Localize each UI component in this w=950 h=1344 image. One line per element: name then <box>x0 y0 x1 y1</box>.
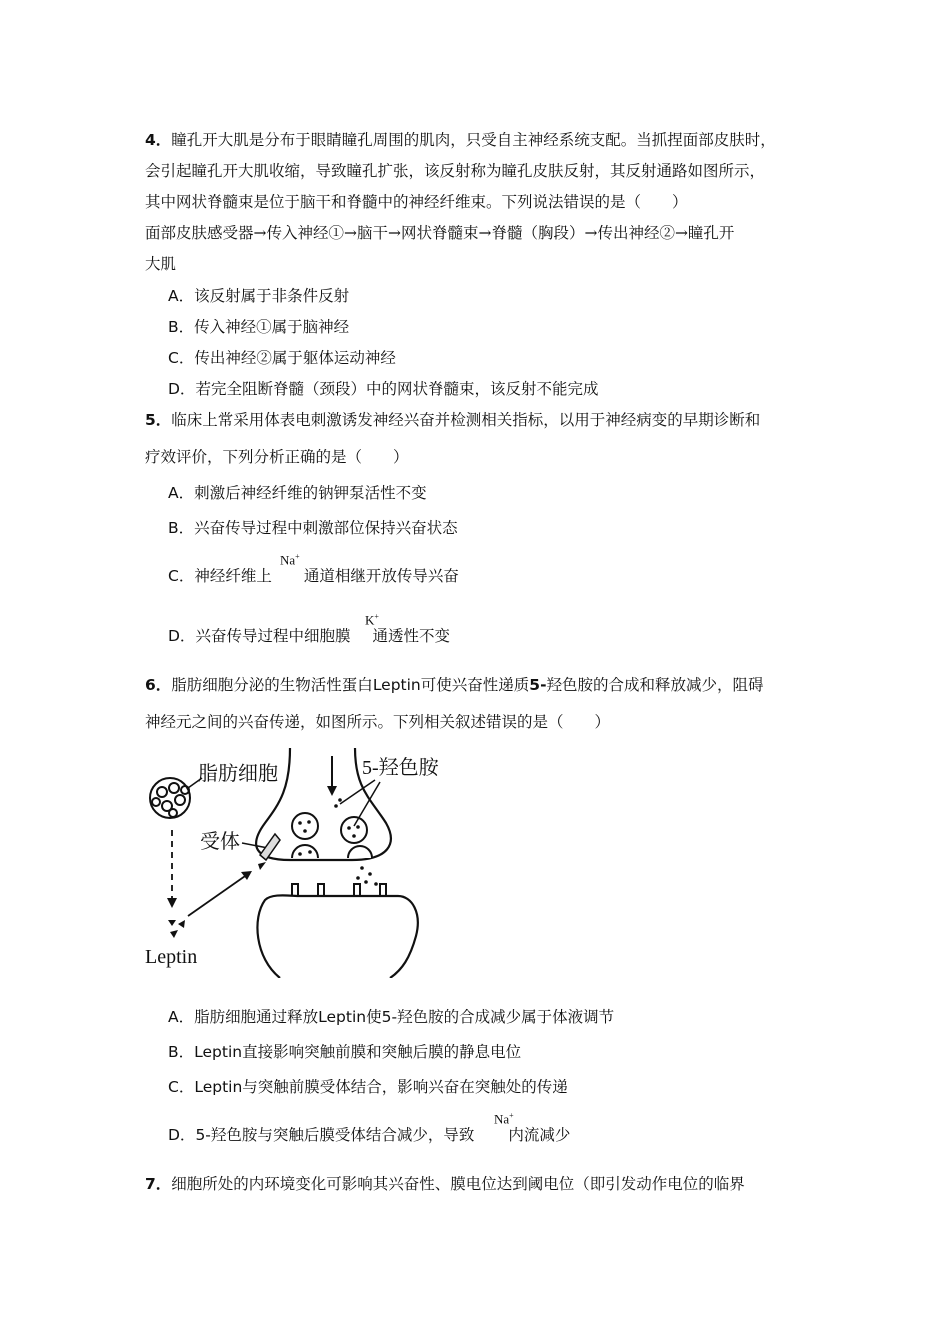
q4-line-2: 会引起瞳孔开大肌收缩，导致瞳孔扩张，该反射称为瞳孔皮肤反射，其反射通路如图所示， <box>145 162 766 180</box>
postsynaptic-receptors <box>292 884 386 896</box>
na-ion-label: Na+ <box>280 552 300 568</box>
fat-cell-label: 脂肪细胞 <box>198 763 278 785</box>
q4-number: 4． <box>145 131 172 149</box>
receptor-label: 受体 <box>200 831 240 853</box>
q5-option-c[interactable]: C．神经纤维上 通道相继开放传导兴奋 <box>168 567 459 585</box>
q5-line-1: 5．临床上常采用体表电刺激诱发神经兴奋并检测相关指标，以用于神经病变的早期诊断和 <box>145 411 761 429</box>
q6-option-c[interactable]: C．Leptin与突触前膜受体结合，影响兴奋在突触处的传递 <box>168 1078 568 1096</box>
q4-line-5: 大肌 <box>145 255 177 273</box>
q5-line-2: 疗效评价，下列分析正确的是（ ） <box>145 448 409 466</box>
synapse-figure <box>140 748 460 978</box>
dashed-arrow-head <box>167 898 177 908</box>
q5-option-d[interactable]: D．兴奋传导过程中细胞膜 通透性不变 <box>168 627 450 645</box>
q4-option-a[interactable]: A．该反射属于非条件反射 <box>168 287 350 305</box>
q5-number: 5． <box>145 411 172 429</box>
q5-option-b[interactable]: B．兴奋传导过程中刺激部位保持兴奋状态 <box>168 519 458 537</box>
receptor-leader-line <box>242 843 268 848</box>
q4-option-c[interactable]: C．传出神经②属于躯体运动神经 <box>168 349 396 367</box>
fat-cell-cluster <box>150 778 190 818</box>
q4-line-3: 其中网状脊髓束是位于脑干和脊髓中的神经纤维束。下列说法错误的是（ ） <box>145 193 688 211</box>
q4-line-1: 4．瞳孔开大肌是分布于眼睛瞳孔周围的肌肉，只受自主神经系统支配。当抓捏面部皮肤时， <box>145 131 776 149</box>
q4-option-b[interactable]: B．传入神经①属于脑神经 <box>168 318 350 336</box>
serotonin-leader-line-2 <box>354 782 380 826</box>
q6-line-1: 6．脂肪细胞分泌的生物活性蛋白Leptin可使兴奋性递质5-羟色胺的合成和释放减少，阻碍 <box>145 676 764 694</box>
q6-number: 6． <box>145 676 172 694</box>
k-ion-label: K+ <box>365 612 379 628</box>
q6-option-b[interactable]: B．Leptin直接影响突触前膜和突触后膜的静息电位 <box>168 1043 522 1061</box>
leptin-label: Leptin <box>145 946 198 968</box>
released-serotonin <box>356 866 378 886</box>
leptin-molecules <box>168 920 185 938</box>
q6-line-2: 神经元之间的兴奋传递，如图所示。下列相关叙述错误的是（ ） <box>145 713 611 731</box>
q6-option-d[interactable]: D．5-羟色胺与突触后膜受体结合减少，导致 内流减少 <box>168 1126 571 1144</box>
leptin-arrow <box>188 874 248 916</box>
synaptic-vesicles <box>292 813 372 858</box>
q7-line-1: 7．细胞所处的内环境变化可影响其兴奋性、膜电位达到阈电位（即引发动作电位的临界 <box>145 1175 745 1193</box>
q4-line-4: 面部皮肤感受器→传入神经①→脑干→网状脊髓束→脊髓（胸段）→传出神经②→瞳孔开 <box>145 224 735 242</box>
q6-option-a[interactable]: A．脂肪细胞通过释放Leptin使5-羟色胺的合成减少属于体液调节 <box>168 1008 615 1026</box>
bound-leptin <box>258 862 266 870</box>
na-ion-label-q6: Na+ <box>494 1111 514 1127</box>
postsynaptic-membrane <box>257 895 417 978</box>
serotonin-label: 5-羟色胺 <box>362 757 439 779</box>
q7-number: 7． <box>145 1175 172 1193</box>
synthesis-arrow-head <box>327 786 337 796</box>
q4-option-d[interactable]: D．若完全阻断脊髓（颈段）中的网状脊髓束，该反射不能完成 <box>168 380 599 398</box>
q5-option-a[interactable]: A．刺激后神经纤维的钠钾泵活性不变 <box>168 484 427 502</box>
